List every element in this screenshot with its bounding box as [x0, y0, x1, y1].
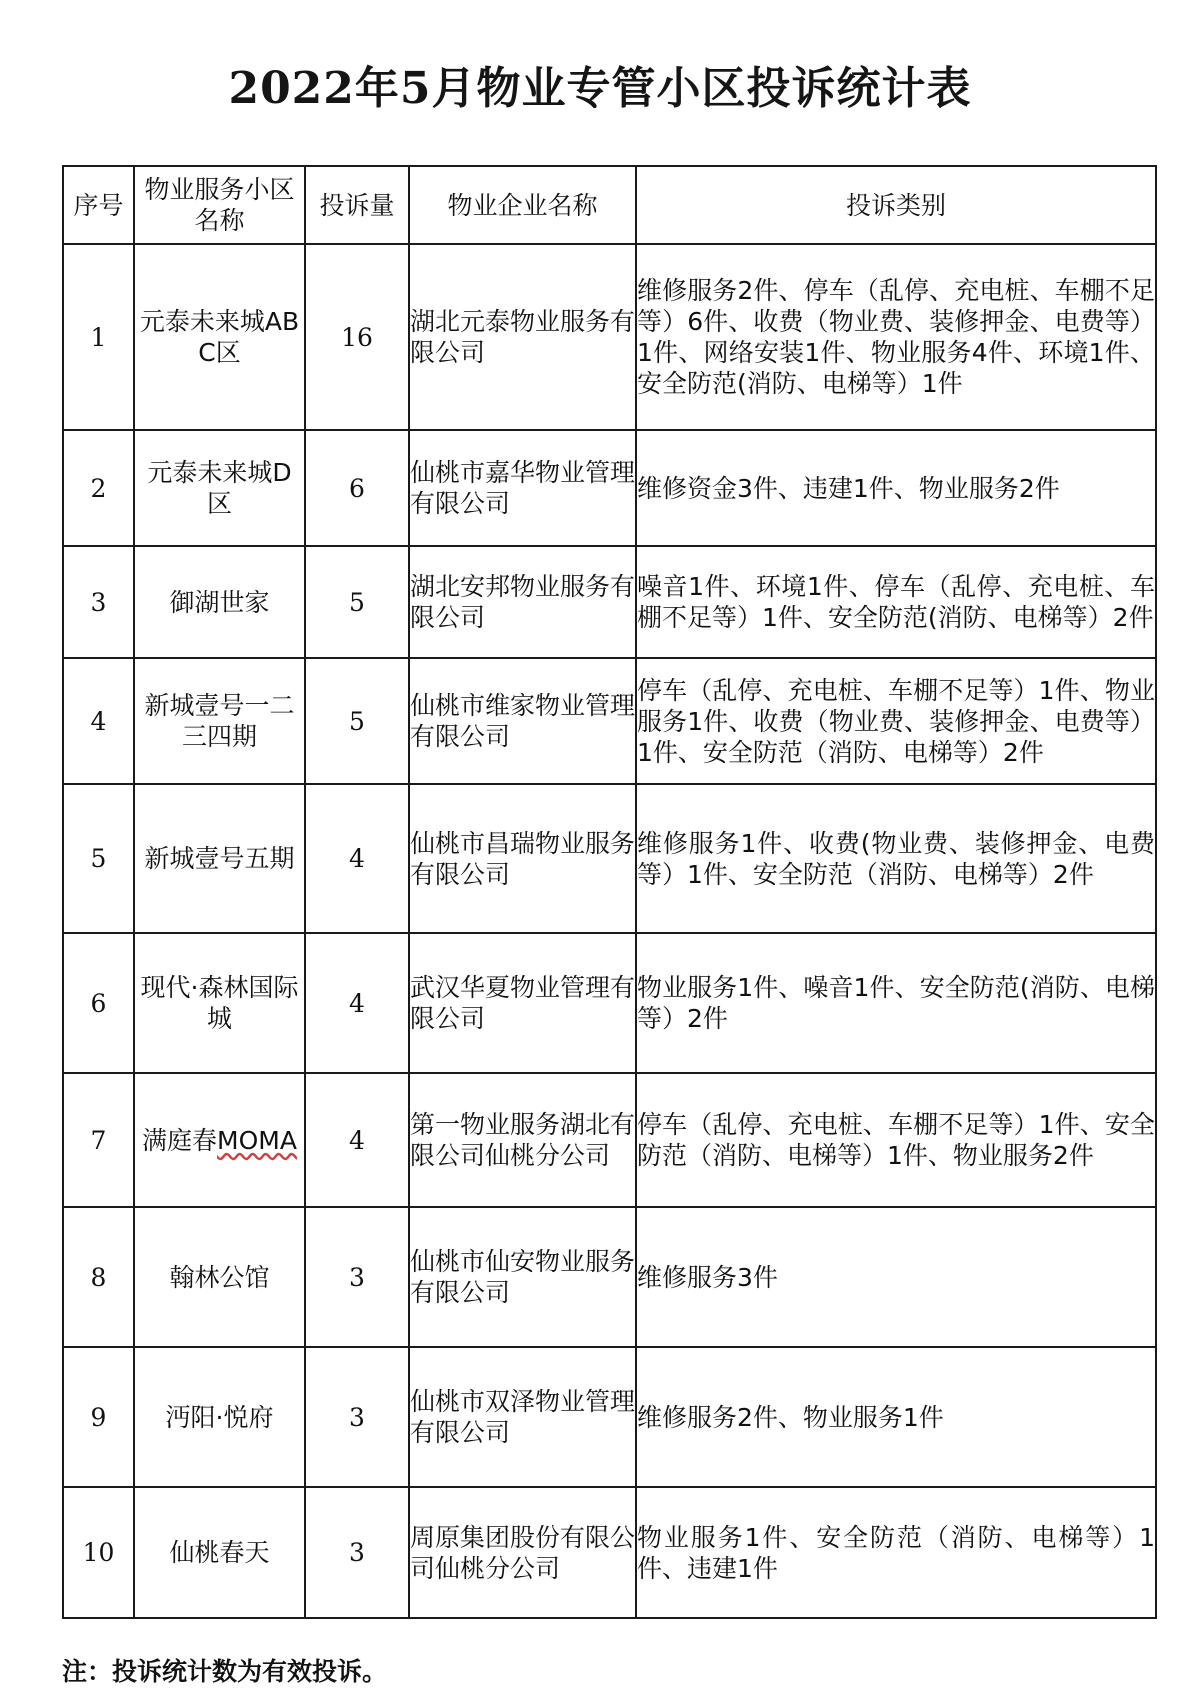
cell-community: 新城壹号五期 — [134, 784, 305, 933]
cell-count: 3 — [305, 1207, 409, 1347]
cell-count: 16 — [305, 244, 409, 430]
cell-company: 仙桃市嘉华物业管理有限公司 — [409, 430, 636, 546]
table-row — [63, 933, 1156, 1073]
cell-count: 3 — [305, 1487, 409, 1618]
cell-count: 6 — [305, 430, 409, 546]
cell-count: 4 — [305, 784, 409, 933]
table-row — [63, 430, 1156, 546]
table-row — [63, 1347, 1156, 1487]
cell-company: 湖北安邦物业服务有限公司 — [409, 546, 636, 658]
footnote: 注：投诉统计数为有效投诉。 — [62, 1657, 388, 1686]
cell-seq: 6 — [63, 933, 134, 1073]
cell-seq: 5 — [63, 784, 134, 933]
cell-types: 噪音1件、环境1件、停车（乱停、充电桩、车棚不足等）1件、安全防范(消防、电梯等）2件 — [636, 546, 1156, 658]
table-header-row — [63, 166, 1156, 244]
community-name-suffix: MOMA — [217, 1125, 297, 1155]
table-row — [63, 1073, 1156, 1207]
cell-types: 维修服务2件、物业服务1件 — [636, 1347, 1156, 1487]
cell-seq: 7 — [63, 1073, 134, 1207]
cell-count: 4 — [305, 1073, 409, 1207]
cell-community: 沔阳·悦府 — [134, 1347, 305, 1487]
cell-company: 仙桃市维家物业管理有限公司 — [409, 658, 636, 784]
cell-types: 维修服务1件、收费(物业费、装修押金、电费等）1件、安全防范（消防、电梯等）2件 — [636, 784, 1156, 933]
header-count: 投诉量 — [305, 166, 409, 244]
cell-seq: 4 — [63, 658, 134, 784]
cell-community: 现代·森林国际城 — [134, 933, 305, 1073]
header-seq: 序号 — [63, 166, 134, 244]
header-community: 物业服务小区名称 — [134, 166, 305, 244]
table-row — [63, 244, 1156, 430]
cell-seq: 9 — [63, 1347, 134, 1487]
header-company: 物业企业名称 — [409, 166, 636, 244]
table-row — [63, 658, 1156, 784]
cell-company: 武汉华夏物业管理有限公司 — [409, 933, 636, 1073]
table-row — [63, 546, 1156, 658]
cell-seq: 2 — [63, 430, 134, 546]
cell-community: 新城壹号一二三四期 — [134, 658, 305, 784]
community-name-prefix: 满庭春 — [142, 1125, 218, 1155]
cell-community — [134, 1073, 305, 1207]
cell-community: 元泰未来城D区 — [134, 430, 305, 546]
cell-types: 维修服务2件、停车（乱停、充电桩、车棚不足等）6件、收费（物业费、装修押金、电费等）1件、网络安装1件、物业服务4件、环境1件、安全防范(消防、电梯等）1件 — [636, 244, 1156, 430]
cell-types: 维修资金3件、违建1件、物业服务2件 — [636, 430, 1156, 546]
table-row — [63, 1207, 1156, 1347]
header-types: 投诉类别 — [636, 166, 1156, 244]
cell-company: 仙桃市双泽物业管理有限公司 — [409, 1347, 636, 1487]
cell-company: 湖北元泰物业服务有限公司 — [409, 244, 636, 430]
page-title: 2022年5月物业专管小区投诉统计表 — [228, 63, 972, 114]
cell-seq: 1 — [63, 244, 134, 430]
cell-community: 翰林公馆 — [134, 1207, 305, 1347]
table-row — [63, 1487, 1156, 1618]
cell-seq: 3 — [63, 546, 134, 658]
cell-company: 仙桃市仙安物业服务有限公司 — [409, 1207, 636, 1347]
cell-community: 御湖世家 — [134, 546, 305, 658]
cell-types: 维修服务3件 — [636, 1207, 1156, 1347]
cell-types: 停车（乱停、充电桩、车棚不足等）1件、物业服务1件、收费（物业费、装修押金、电费等）1件、安全防范（消防、电梯等）2件 — [636, 658, 1156, 784]
cell-count: 5 — [305, 658, 409, 784]
cell-seq: 8 — [63, 1207, 134, 1347]
table-row — [63, 784, 1156, 933]
cell-company: 第一物业服务湖北有限公司仙桃分公司 — [409, 1073, 636, 1207]
cell-types: 停车（乱停、充电桩、车棚不足等）1件、安全防范（消防、电梯等）1件、物业服务2件 — [636, 1073, 1156, 1207]
cell-community: 元泰未来城ABC区 — [134, 244, 305, 430]
cell-types: 物业服务1件、噪音1件、安全防范(消防、电梯等）2件 — [636, 933, 1156, 1073]
cell-types: 物业服务1件、安全防范（消防、电梯等）1件、违建1件 — [636, 1487, 1156, 1618]
cell-company: 周原集团股份有限公司仙桃分公司 — [409, 1487, 636, 1618]
complaint-statistics-table — [62, 165, 1157, 1619]
cell-count: 5 — [305, 546, 409, 658]
cell-count: 4 — [305, 933, 409, 1073]
cell-count: 3 — [305, 1347, 409, 1487]
cell-community: 仙桃春天 — [134, 1487, 305, 1618]
cell-company: 仙桃市昌瑞物业服务有限公司 — [409, 784, 636, 933]
cell-seq: 10 — [63, 1487, 134, 1618]
